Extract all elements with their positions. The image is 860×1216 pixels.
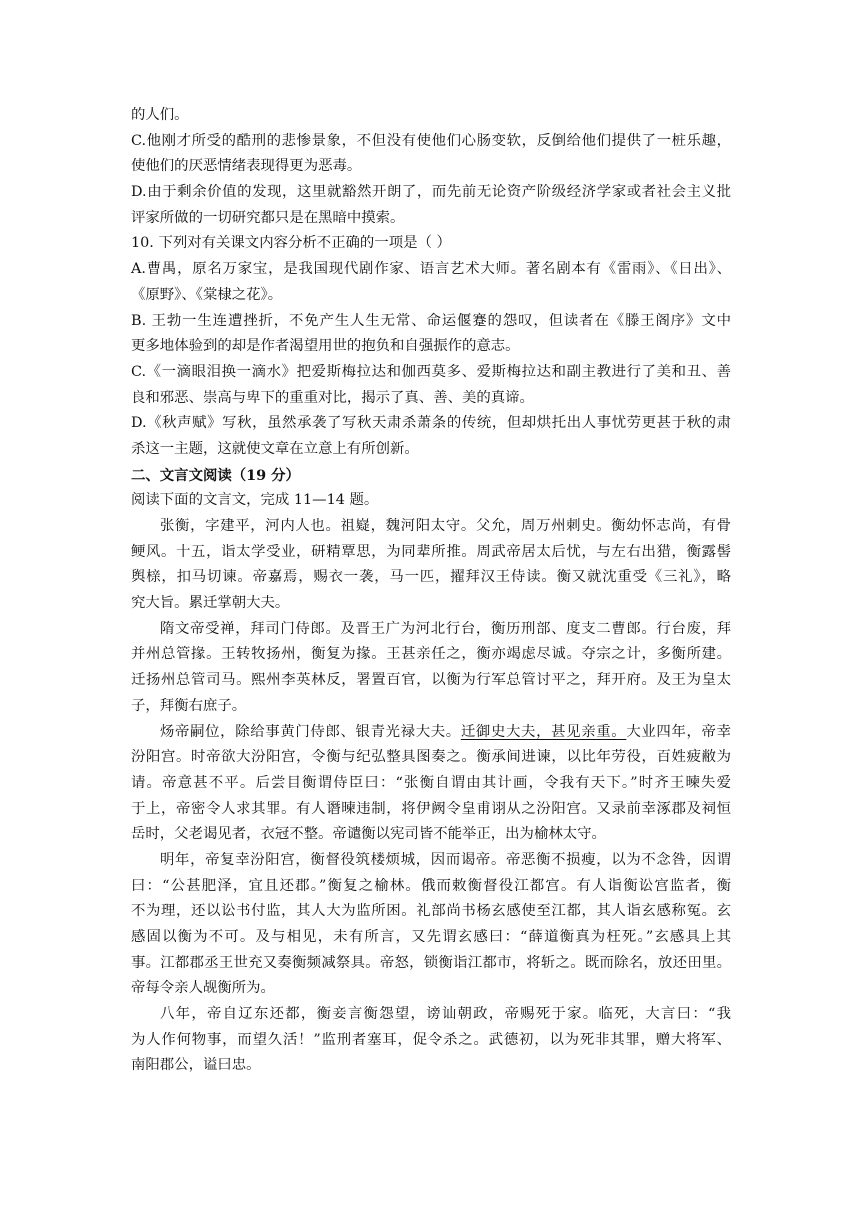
text-line: 子，拜衡右庶子。: [131, 697, 247, 714]
underlined-sentence: 迁御史大夫，甚见亲重。: [460, 723, 627, 740]
text-line: 迁扬州总管司马。熙州李英林反，署置百官，以衡为行军总管讨平之，拜开府。及王为皇太: [131, 672, 731, 689]
text-line: 汾阳宫。时帝欲大汾阳宫，令衡与纪弘整具图奏之。衡承间进谏，以比年劳役，百姓疲敝为: [131, 749, 731, 766]
text-line: 不为理，还以讼书付监，其人大为监所困。礼部尚书杨玄感使至江都，其人诣玄感称冤。玄: [131, 903, 731, 920]
text-line: 为人作何物事，而望久活！”监刑者塞耳，促令杀之。武德初，以为死非其罪，赠大将军、: [131, 1031, 731, 1048]
text-segment: 大业四年，帝幸: [626, 723, 731, 740]
text-line: B. 王勃一生连遭挫折，不免产生人生无常、命运偃蹇的怨叹，但读者在《滕王阁序》文中: [131, 312, 731, 329]
text-line: C.他刚才所受的酷刑的悲惨景象，不但没有使他们心肠变软，反倒给他们提供了一桩乐趣，: [131, 132, 731, 149]
text-line: 《原野》、《棠棣之花》。: [131, 286, 283, 303]
text-line: 张衡，字建平，河内人也。祖嶷，魏河阳太守。父允，周万州刺史。衡幼怀志尚，有骨: [160, 518, 731, 534]
text-line: 帝每令亲人觇衡所为。: [131, 980, 275, 997]
text-line: 阅读下面的文言文，完成 11—14 题。: [131, 492, 379, 509]
text-line: 使他们的厌恶情绪表现得更为恶毒。: [131, 158, 362, 175]
text-line: 杀这一主题，这就使文章在立意上有所创新。: [131, 440, 419, 457]
text-line: 请。帝意甚不平。后尝目衡谓侍臣曰：“张衡自谓由其计画，令我有天下。”时齐王暕失爱: [131, 774, 731, 791]
text-line: 的人们。: [131, 107, 189, 123]
text-line: 于上，帝密令人求其罪。有人谮暕违制，将伊阙令皇甫诩从之汾阳宫。又录前幸涿郡及祠恒: [131, 800, 731, 817]
text-line: 曰：“公甚肥泽，宜且还郡。”衡复之榆林。俄而敕衡督役江都宫。有人诣衡讼宫监者，衡: [131, 877, 731, 894]
text-line: 岳时，父老谒见者，衣冠不整。帝谴衡以宪司皆不能举正，出为榆林太守。: [131, 826, 606, 843]
text-line: 鲠风。十五，诣太学受业，研精覃思，为同辈所推。周武帝居太后忧，与左右出猎，衡露髻: [131, 543, 731, 560]
text-line: D.《秋声赋》写秋，虽然承袭了写秋天肃杀萧条的传统，但却烘托出人事忧劳更甚于秋的肃: [131, 415, 731, 432]
text-line: C.《一滴眼泪换一滴水》把爱斯梅拉达和伽西莫多、爱斯梅拉达和副主教进行了美和丑、善: [131, 363, 731, 380]
text-line: 更多地体验到的却是作者渴望用世的抱负和自强振作的意志。: [131, 338, 520, 355]
section-heading: 二、文言文阅读（19 分）: [131, 466, 300, 484]
document-page: [131, 103, 731, 1079]
text-line: 事。江都郡丞王世充又奏衡频减祭具。帝怒，锁衡诣江都市，将斩之。既而除名，放还田里。: [131, 954, 731, 971]
text-line: 南阳郡公，谥曰忠。: [131, 1057, 261, 1074]
text-line: 明年，帝复幸汾阳宫，衡督役筑楼烦城，因而谒帝。帝恶衡不损瘦，以为不念咎，因谓: [160, 851, 731, 868]
text-line: 究大旨。累迁掌朝大夫。: [131, 595, 290, 612]
text-line: 良和邪恶、崇高与卑下的重重对比，揭示了真、善、美的真谛。: [131, 389, 534, 406]
text-line: 感固以衡为不可。及与相见，未有所言，又先谓玄感曰：“薛道衡真为枉死。”玄感具上其: [131, 929, 731, 945]
text-line: 隋文帝受禅，拜司门侍郎。及晋王广为河北行台，衡历刑部、度支二曹郎。行台废，拜: [160, 620, 731, 637]
text-line: 舆榇，扣马切谏。帝嘉焉，赐衣一袭，马一匹，擢拜汉王侍读。衡又就沈重受《三礼》，略: [131, 569, 731, 586]
text-line: 10. 下列对有关课文内容分析不正确的一项是（ ）: [131, 235, 451, 252]
text-line: [131, 720, 731, 746]
text-line: A.曹禺，原名万家宝，是我国现代剧作家、语言艺术大师。著名剧本有《雷雨》、《日出》、: [131, 261, 731, 278]
text-line: 八年，帝自辽东还都，衡妾言衡怨望，谤讪朝政，帝赐死于家。临死，大言曰：“我: [160, 1006, 731, 1023]
text-line: 评家所做的一切研究都只是在黑暗中摸索。: [131, 209, 405, 226]
text-line: 并州总管掾。王转牧扬州，衡复为掾。王甚亲任之，衡亦竭虑尽诚。夺宗之计，多衡所建。: [131, 646, 731, 663]
text-segment: 炀帝嗣位，除给事黄门侍郎、银青光禄大夫。: [160, 723, 461, 740]
text-line: D.由于剩余价值的发现，这里就豁然开朗了，而先前无论资产阶级经济学家或者社会主义批: [131, 184, 731, 201]
